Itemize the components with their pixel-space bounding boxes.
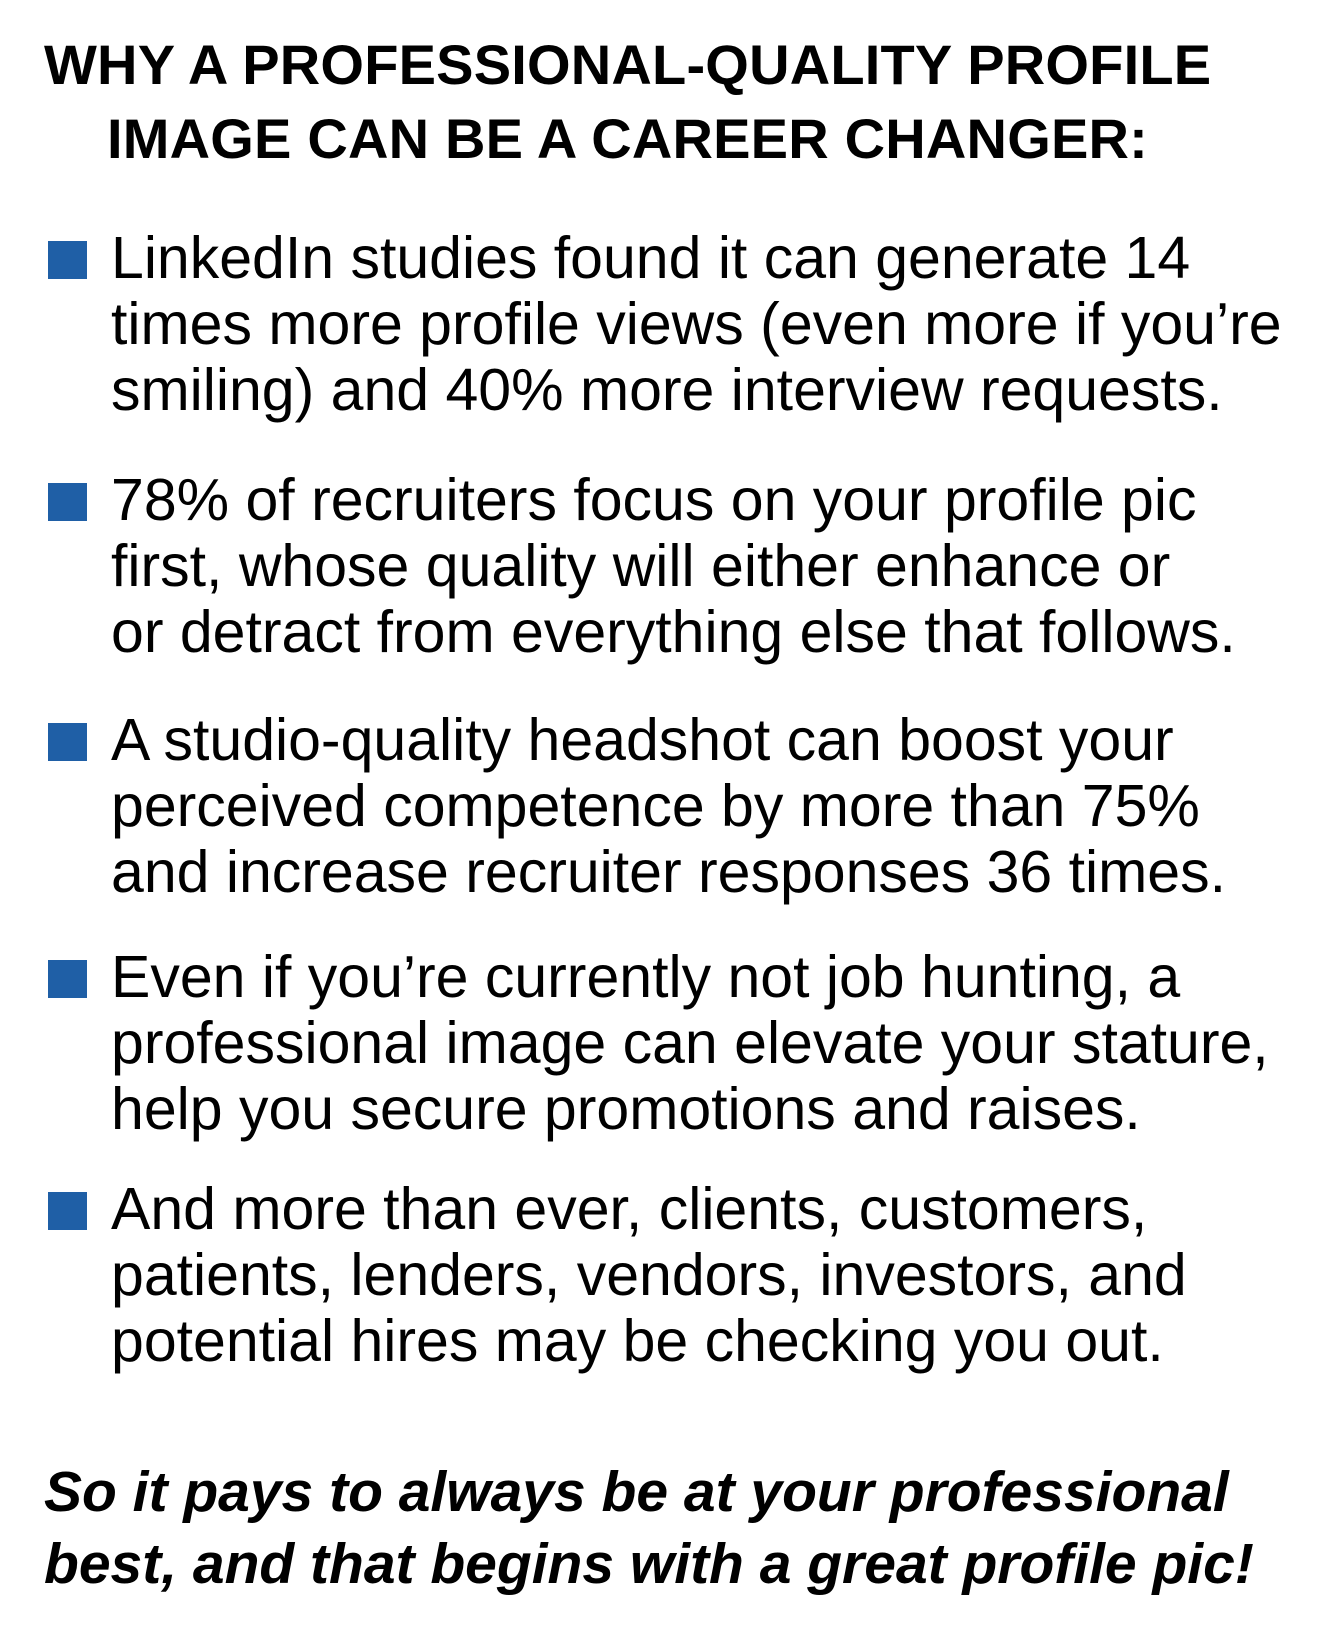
bullet-text-line: A studio-quality headshot can boost your	[111, 707, 1174, 773]
bullet-text-line: or detract from everything else that follows.	[111, 599, 1236, 665]
square-bullet-icon	[48, 960, 87, 998]
closing-statement	[44, 1456, 1254, 1600]
bullet-text-line: Even if you’re currently not job hunting, a	[111, 944, 1181, 1010]
bullet-text-line: potential hires may be checking you out.	[111, 1308, 1164, 1374]
bullet-text-line: patients, lenders, vendors, investors, and	[111, 1242, 1187, 1308]
title-line-1: WHY A PROFESSIONAL-QUALITY PROFILE	[44, 33, 1212, 96]
page-title	[0, 28, 1290, 176]
bullet-text-line: And more than ever, clients, customers,	[111, 1176, 1148, 1242]
bullet-text-line: smiling) and 40% more interview requests.	[111, 357, 1223, 423]
closing-line-1: So it pays to always be at your professional	[44, 1460, 1229, 1524]
bullet-text-line: times more profile views (even more if you’re	[111, 291, 1282, 357]
bullet-text-line: 78% of recruiters focus on your profile pic	[111, 467, 1197, 533]
square-bullet-icon	[48, 723, 87, 761]
bullet-text-line: perceived competence by more than 75%	[111, 773, 1200, 839]
bullet-text-line: help you secure promotions and raises.	[111, 1076, 1141, 1142]
closing-line-2: best, and that begins with a great profile pic!	[44, 1532, 1254, 1596]
bullet-text-line: professional image can elevate your stature,	[111, 1010, 1269, 1076]
square-bullet-icon	[48, 241, 87, 279]
bullet-text-line: LinkedIn studies found it can generate 14	[111, 225, 1191, 291]
bullet-text-line: first, whose quality will either enhance or	[111, 533, 1171, 599]
square-bullet-icon	[48, 1192, 87, 1230]
bullet-text-line: and increase recruiter responses 36 times.	[111, 839, 1226, 905]
square-bullet-icon	[48, 483, 87, 521]
title-line-2: IMAGE CAN BE A CAREER CHANGER:	[107, 107, 1148, 170]
